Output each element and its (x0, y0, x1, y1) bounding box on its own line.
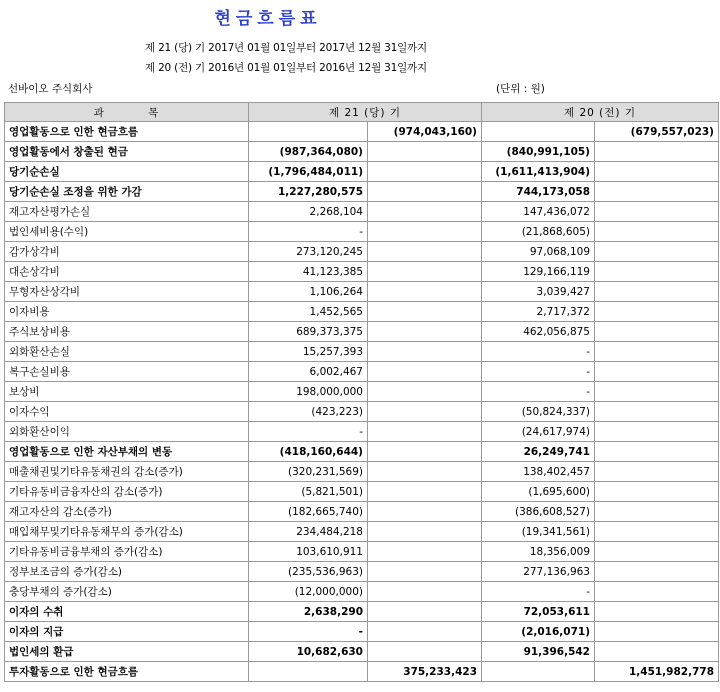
account-cell: 이자수익 (5, 402, 249, 422)
previous-sub-amount: 138,402,457 (482, 462, 595, 482)
previous-total-amount (595, 642, 719, 662)
account-cell: 충당부채의 증가(감소) (5, 582, 249, 602)
table-row (5, 222, 719, 242)
account-cell: 영업활동으로 인한 현금흐름 (5, 122, 249, 142)
table-row (5, 242, 719, 262)
previous-total-amount (595, 522, 719, 542)
account-cell: 법인세의 환급 (5, 642, 249, 662)
current-sub-amount: 1,106,264 (249, 282, 368, 302)
current-total-amount (368, 402, 482, 422)
account-cell: 외화환산손실 (5, 342, 249, 362)
account-cell: 복구손실비용 (5, 362, 249, 382)
current-total-amount (368, 622, 482, 642)
table-row (5, 382, 719, 402)
account-cell: 재고자산평가손실 (5, 202, 249, 222)
previous-sub-amount: 129,166,119 (482, 262, 595, 282)
previous-sub-amount: (21,868,605) (482, 222, 595, 242)
account-cell: 기타유동비금융자산의 감소(증가) (5, 482, 249, 502)
current-sub-amount: - (249, 422, 368, 442)
previous-sub-amount: (1,695,600) (482, 482, 595, 502)
previous-sub-amount: - (482, 582, 595, 602)
current-sub-amount: 6,002,467 (249, 362, 368, 382)
table-row (5, 202, 719, 222)
current-sub-amount (249, 122, 368, 142)
current-sub-amount: (5,821,501) (249, 482, 368, 502)
current-sub-amount: 15,257,393 (249, 342, 368, 362)
current-total-amount (368, 422, 482, 442)
previous-total-amount (595, 542, 719, 562)
current-sub-amount: 41,123,385 (249, 262, 368, 282)
account-cell: 매입채무및기타유동채무의 증가(감소) (5, 522, 249, 542)
current-total-amount (368, 442, 482, 462)
account-cell: 보상비 (5, 382, 249, 402)
current-total-amount (368, 602, 482, 622)
previous-total-amount (595, 242, 719, 262)
previous-sub-amount: (2,016,071) (482, 622, 595, 642)
previous-total-amount (595, 402, 719, 422)
previous-sub-amount: (50,824,337) (482, 402, 595, 422)
current-sub-amount: 689,373,375 (249, 322, 368, 342)
previous-total-amount (595, 562, 719, 582)
table-row (5, 322, 719, 342)
previous-total-amount (595, 262, 719, 282)
cash-flow-table (4, 102, 719, 682)
previous-total-amount (595, 582, 719, 602)
previous-total-amount (595, 362, 719, 382)
table-row (5, 182, 719, 202)
table-row (5, 542, 719, 562)
previous-sub-amount: (840,991,105) (482, 142, 595, 162)
previous-total-amount (595, 302, 719, 322)
previous-period: 제 20 (전) 기 2016년 01월 01일부터 2016년 12월 31일까지 (145, 62, 427, 74)
table-row (5, 302, 719, 322)
previous-sub-amount: 91,396,542 (482, 642, 595, 662)
table-row (5, 162, 719, 182)
table-row (5, 442, 719, 462)
previous-sub-amount: 744,173,058 (482, 182, 595, 202)
table-row (5, 522, 719, 542)
current-sub-amount: (418,160,644) (249, 442, 368, 462)
previous-sub-amount: - (482, 342, 595, 362)
account-cell: 당기순손실 (5, 162, 249, 182)
current-total-amount (368, 182, 482, 202)
current-sub-amount: 273,120,245 (249, 242, 368, 262)
previous-period-header: 제 20 (전) 기 (482, 103, 719, 122)
account-cell: 당기순손실 조정을 위한 가감 (5, 182, 249, 202)
table-row (5, 362, 719, 382)
previous-sub-amount: 3,039,427 (482, 282, 595, 302)
previous-sub-amount: 462,056,875 (482, 322, 595, 342)
current-total-amount (368, 242, 482, 262)
current-total-amount (368, 322, 482, 342)
previous-total-amount (595, 482, 719, 502)
previous-total-amount (595, 162, 719, 182)
current-total-amount (368, 482, 482, 502)
previous-total-amount (595, 622, 719, 642)
account-cell: 이자의 수취 (5, 602, 249, 622)
table-row (5, 642, 719, 662)
current-total-amount (368, 362, 482, 382)
company-name: 선바이오 주식회사 (8, 83, 93, 95)
previous-total-amount (595, 202, 719, 222)
table-row (5, 142, 719, 162)
current-period-header: 제 21 (당) 기 (249, 103, 482, 122)
previous-total-amount (595, 422, 719, 442)
current-total-amount (368, 582, 482, 602)
current-total-amount: 375,233,423 (368, 662, 482, 682)
previous-total-amount (595, 182, 719, 202)
previous-sub-amount: 18,356,009 (482, 542, 595, 562)
previous-total-amount: (679,557,023) (595, 122, 719, 142)
table-row (5, 482, 719, 502)
previous-sub-amount: 26,249,741 (482, 442, 595, 462)
previous-total-amount: 1,451,982,778 (595, 662, 719, 682)
current-total-amount (368, 262, 482, 282)
previous-total-amount (595, 142, 719, 162)
account-cell: 무형자산상각비 (5, 282, 249, 302)
table-row (5, 122, 719, 142)
account-cell: 정부보조금의 증가(감소) (5, 562, 249, 582)
table-row (5, 422, 719, 442)
current-total-amount (368, 302, 482, 322)
current-sub-amount: (1,796,484,011) (249, 162, 368, 182)
table-row (5, 602, 719, 622)
current-sub-amount: 103,610,911 (249, 542, 368, 562)
current-total-amount (368, 202, 482, 222)
table-row (5, 502, 719, 522)
account-header: 과 목 (5, 103, 249, 122)
previous-total-amount (595, 442, 719, 462)
previous-total-amount (595, 462, 719, 482)
account-cell: 감가상각비 (5, 242, 249, 262)
previous-sub-amount: (386,608,527) (482, 502, 595, 522)
current-total-amount: (974,043,160) (368, 122, 482, 142)
previous-sub-amount: 147,436,072 (482, 202, 595, 222)
current-total-amount (368, 142, 482, 162)
account-cell: 기타유동비금융부채의 증가(감소) (5, 542, 249, 562)
previous-total-amount (595, 222, 719, 242)
current-sub-amount (249, 662, 368, 682)
previous-sub-amount (482, 662, 595, 682)
previous-total-amount (595, 602, 719, 622)
unit-label: (단위 : 원) (496, 83, 545, 95)
current-sub-amount: 1,227,280,575 (249, 182, 368, 202)
previous-sub-amount: 97,068,109 (482, 242, 595, 262)
previous-sub-amount: - (482, 362, 595, 382)
current-total-amount (368, 642, 482, 662)
current-sub-amount: - (249, 222, 368, 242)
current-sub-amount: 2,638,290 (249, 602, 368, 622)
previous-total-amount (595, 382, 719, 402)
current-sub-amount: (235,536,963) (249, 562, 368, 582)
account-cell: 외화환산이익 (5, 422, 249, 442)
current-total-amount (368, 162, 482, 182)
current-total-amount (368, 222, 482, 242)
current-sub-amount: 2,268,104 (249, 202, 368, 222)
table-row (5, 622, 719, 642)
current-sub-amount: 1,452,565 (249, 302, 368, 322)
current-sub-amount: - (249, 622, 368, 642)
previous-sub-amount: 72,053,611 (482, 602, 595, 622)
current-sub-amount: (423,223) (249, 402, 368, 422)
table-row (5, 562, 719, 582)
current-total-amount (368, 342, 482, 362)
table-row (5, 262, 719, 282)
table-row (5, 662, 719, 682)
current-sub-amount: (987,364,080) (249, 142, 368, 162)
account-cell: 영업활동으로 인한 자산부채의 변동 (5, 442, 249, 462)
account-cell: 주식보상비용 (5, 322, 249, 342)
account-cell: 영업활동에서 창출된 현금 (5, 142, 249, 162)
account-cell: 대손상각비 (5, 262, 249, 282)
previous-total-amount (595, 502, 719, 522)
account-cell: 이자의 지급 (5, 622, 249, 642)
current-sub-amount: 10,682,630 (249, 642, 368, 662)
current-total-amount (368, 542, 482, 562)
current-period: 제 21 (당) 기 2017년 01월 01일부터 2017년 12월 31일까지 (145, 42, 427, 54)
account-cell: 매출채권및기타유동채권의 감소(증가) (5, 462, 249, 482)
previous-sub-amount: - (482, 382, 595, 402)
current-total-amount (368, 562, 482, 582)
previous-sub-amount: 2,717,372 (482, 302, 595, 322)
current-total-amount (368, 382, 482, 402)
current-sub-amount: (12,000,000) (249, 582, 368, 602)
table-row (5, 282, 719, 302)
current-total-amount (368, 502, 482, 522)
current-total-amount (368, 522, 482, 542)
account-cell: 투자활동으로 인한 현금흐름 (5, 662, 249, 682)
table-row (5, 402, 719, 422)
table-row (5, 342, 719, 362)
previous-sub-amount: (1,611,413,904) (482, 162, 595, 182)
current-sub-amount: 198,000,000 (249, 382, 368, 402)
table-header-row (5, 103, 719, 122)
previous-sub-amount: 277,136,963 (482, 562, 595, 582)
account-cell: 이자비용 (5, 302, 249, 322)
current-sub-amount: (182,665,740) (249, 502, 368, 522)
current-total-amount (368, 282, 482, 302)
previous-total-amount (595, 282, 719, 302)
previous-sub-amount (482, 122, 595, 142)
current-sub-amount: 234,484,218 (249, 522, 368, 542)
account-cell: 법인세비용(수익) (5, 222, 249, 242)
previous-sub-amount: (24,617,974) (482, 422, 595, 442)
current-total-amount (368, 462, 482, 482)
table-row (5, 582, 719, 602)
previous-sub-amount: (19,341,561) (482, 522, 595, 542)
table-row (5, 462, 719, 482)
previous-total-amount (595, 342, 719, 362)
current-sub-amount: (320,231,569) (249, 462, 368, 482)
previous-total-amount (595, 322, 719, 342)
account-cell: 재고자산의 감소(증가) (5, 502, 249, 522)
statement-title: 현금흐름표 (214, 9, 322, 29)
